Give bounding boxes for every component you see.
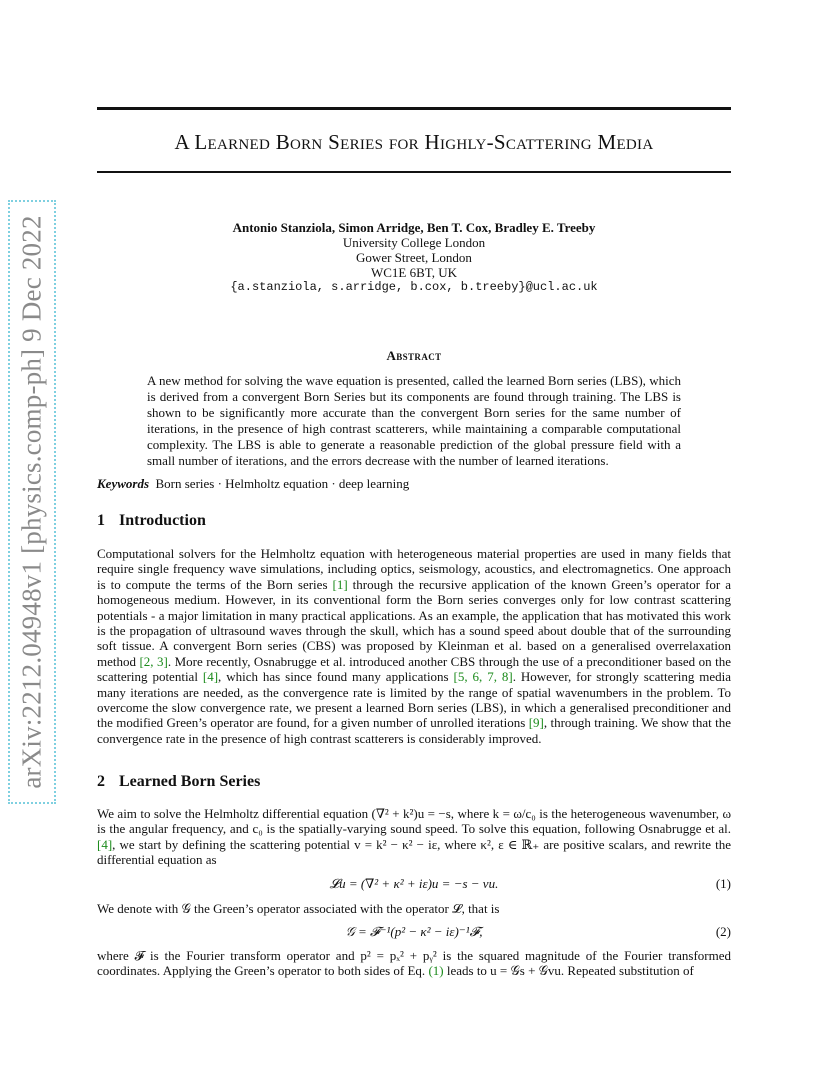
paper-title: A Learned Born Series for Highly-Scattering Media [174,130,654,154]
arxiv-sidebar[interactable] [8,200,56,804]
citation-link[interactable]: [2, 3] [139,653,168,669]
equation-2: 𝒢 = 𝓕⁻¹(p² − κ² − iε)⁻¹𝓕, (2) [345,924,731,939]
title-top-rule [97,107,731,110]
section-2-paragraph-1: We aim to solve the Helmholtz differential equation (∇² + k²)u = −s, where k = ω/c₀ is the heterogeneous wavenumber, ω is the angular frequency, and c₀ is the spatially-varying sound speed. To solve this equation, following Osnabrugge et al. [4], we start by defining the scattering potential v = k² − κ² − iε, where κ², ε ∈ ℝ₊ are positive scalars, and rewrite the differential equation as [97,806,731,868]
section-1-heading: 1 Introduction [97,512,206,529]
section-2-heading: 2 Learned Born Series [97,773,261,790]
street-address: Gower Street, London [356,250,472,265]
section-2-paragraph-2: We denote with 𝒢 the Green’s operator associated with the operator 𝓛, that is [97,901,500,916]
affiliation: University College London [342,235,486,250]
citation-link[interactable]: [4] [97,836,113,852]
citation-link[interactable]: [4] [202,669,219,685]
arxiv-identifier: arXiv:2212.04948v1 [physics.comp-ph] 9 Dec 2022 [16,215,47,789]
citation-link[interactable]: [1] [332,576,348,592]
author-emails: {a.stanziola, s.arridge, b.cox, b.treeby}@ucl.ac.uk [230,280,598,294]
equation-1: 𝓛u = (∇² + κ² + iε)u = −s − vu. (1) [329,876,731,891]
title-bottom-rule [97,171,731,173]
author-block [97,220,731,295]
equation-number: (2) [715,924,731,939]
postcode: WC1E 6BT, UK [370,265,458,280]
citation-link[interactable]: [9] [528,715,544,731]
keywords-line [97,476,731,492]
keywords-label: Keywords [97,476,149,491]
equation-number: (1) [715,876,731,891]
abstract-heading: Abstract [386,348,442,363]
abstract-text: A new method for solving the wave equation is presented, called the learned Born series (LBS), which is derived from a convergent Born Series but its components are found through training. The LBS is shown to be significantly more accurate than the convergent Born series for the same number of iterations, in the presence of high contrast scatterers, while maintaining a comparable computational complexity. The LBS is able to generate a reasonable prediction of the global pressure field with a small number of iterations, and the errors decrease with the number of learned iterations. [147,373,681,468]
keywords-text: Born series · Helmholtz equation · deep learning [155,476,410,491]
section-1-paragraph: Computational solvers for the Helmholtz equation with heterogeneous material properties are used in many fields that require single frequency wave simulations, including optics, seismology, acoustics, and electromagnetics. One approach is to compute the terms of the Born series [1] through the recursive application of the known Green’s operator for a homogeneous medium. However, in its conventional form the Born series converges only for low contrast scattering potentials - a major limitation in many practical applications. As an example, the application that has motivated this work is the propagation of ultrasound waves through the skull, which has a sound speed about double that of the surrounding soft tissue. A convergent Born series (CBS) was proposed by Kleinman et al. based on a generalised overrelaxation method [2, 3]. More recently, Osnabrugge et al. introduced another CBS through the use of a preconditioner based on the scattering potential [4], which has since found many applications [5, 6, 7, 8]. However, for strongly scattering media many iterations are needed, as the convergence rate is limited by the range of spatial wavenumbers in the problem. To overcome the slow convergence rate, we present a learned Born series (LBS), in which a generalised preconditioner and the modified Green’s operator are found, for a given number of unrolled iterations [9], through training. We show that the convergence rate in the presence of high contrast scatterers is considerably improved. [97,546,731,746]
author-names: Antonio Stanziola, Simon Arridge, Ben T. Cox, Bradley E. Treeby [232,220,596,235]
section-2-paragraph-3: where 𝓕 is the Fourier transform operator and p² = pₓ² + pᵧ² is the squared magnitude of the Fourier transformed coordinates. Applying the Green’s operator to both sides of Eq. (1) leads to u = 𝒢s + 𝒢vu. Repeated substitution of [97,948,731,979]
equation-reference-link[interactable]: (1) [428,963,444,979]
citation-link[interactable]: [5, 6, 7, 8] [453,669,513,685]
